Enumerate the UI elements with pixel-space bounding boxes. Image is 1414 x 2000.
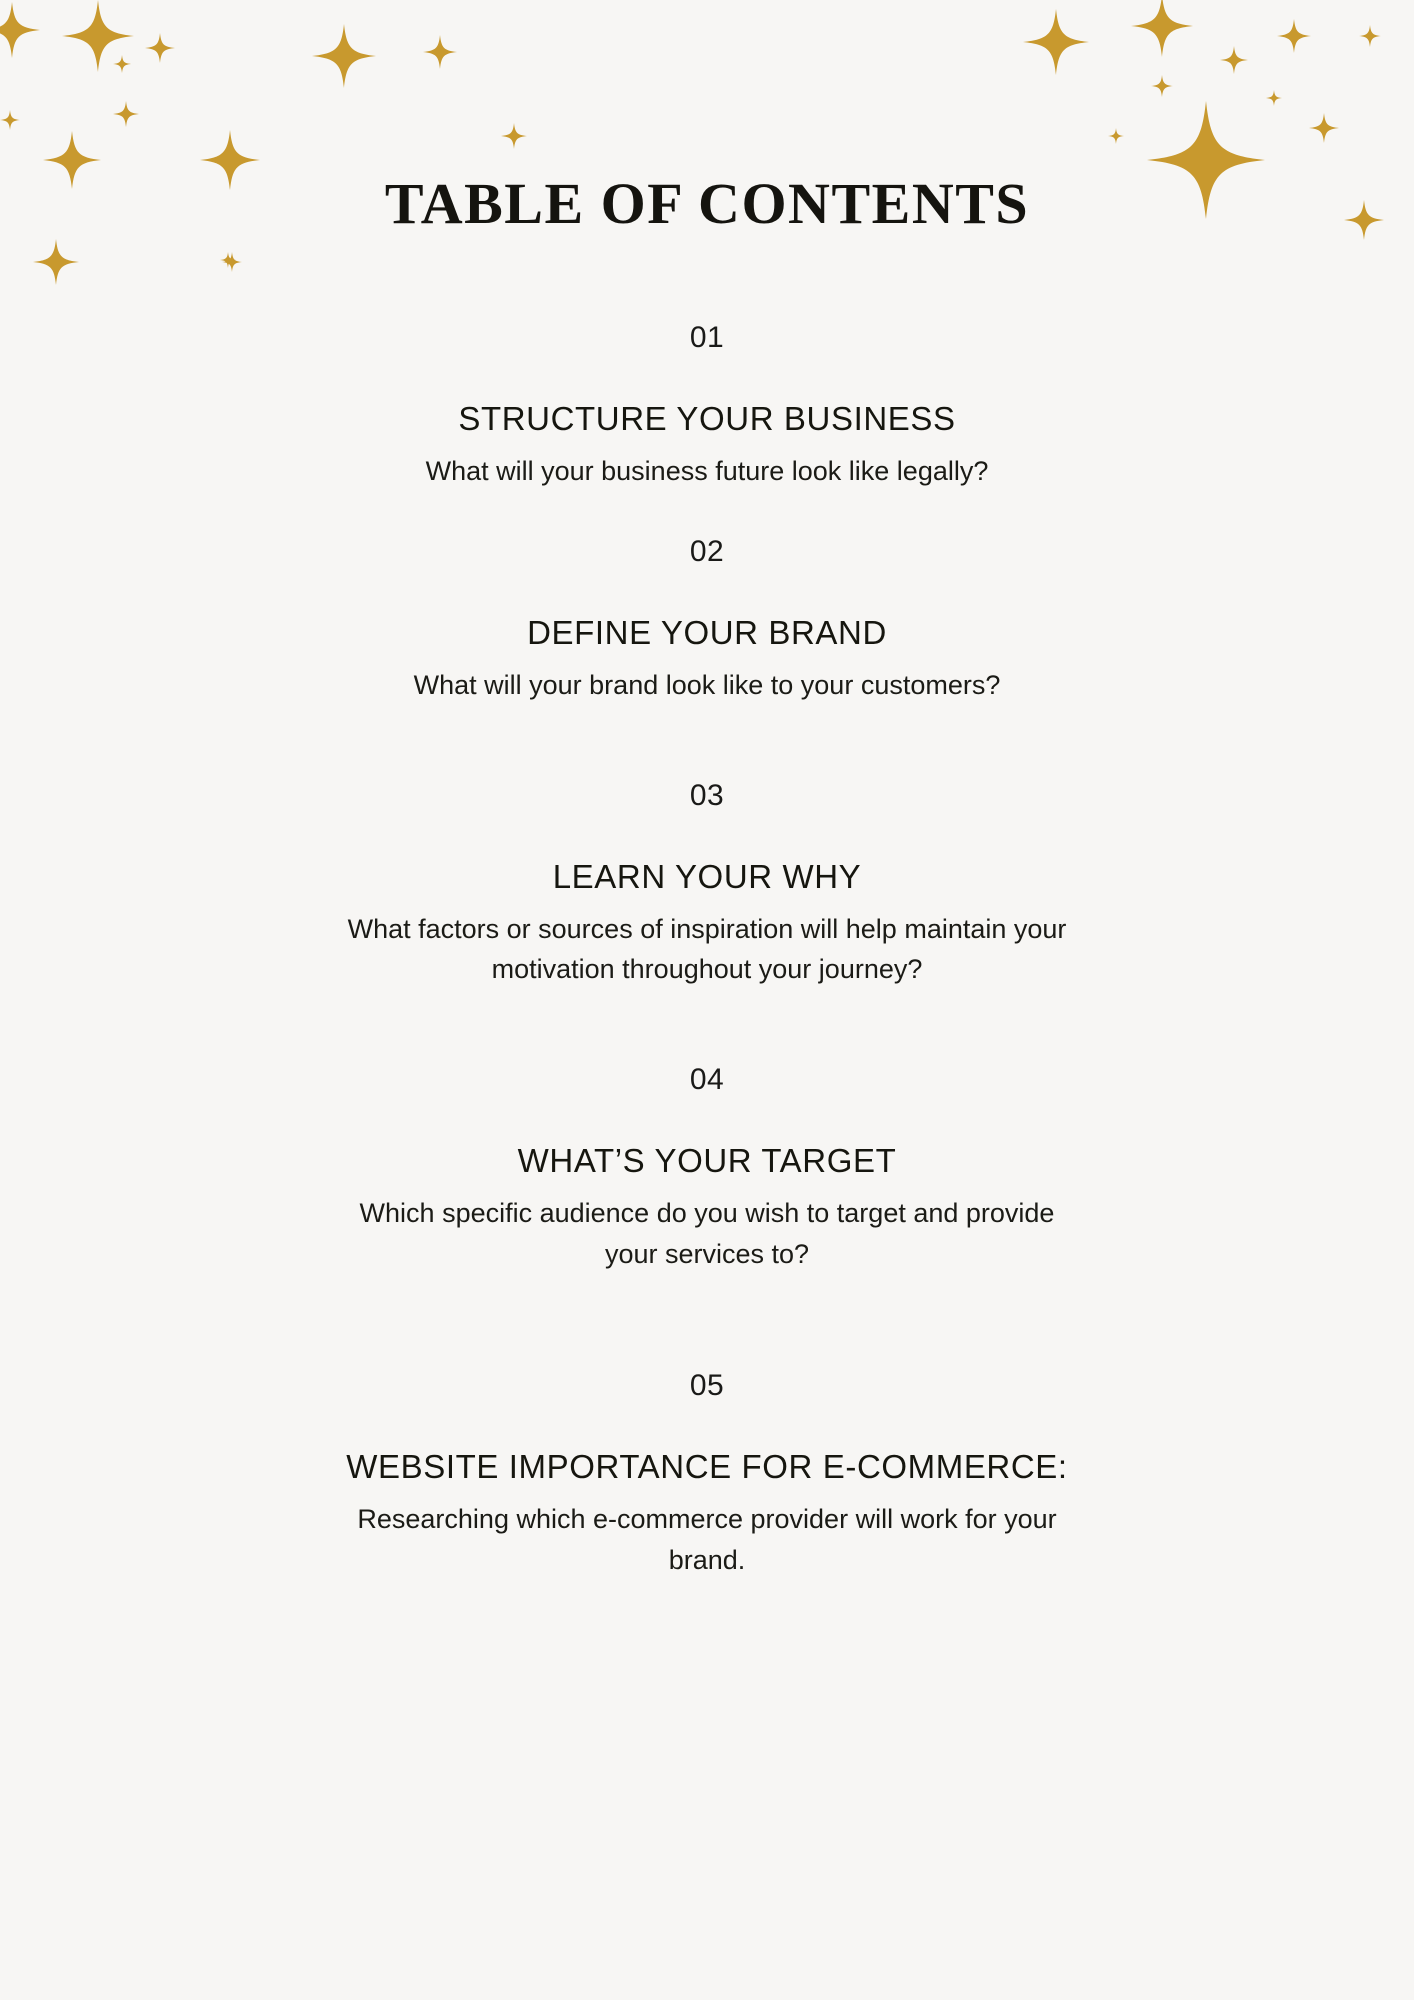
toc-entry — [0, 534, 1414, 706]
star-decoration-left — [0, 0, 1414, 320]
toc-entry-number: 05 — [689, 1369, 725, 1402]
sparkle-icon — [1220, 46, 1248, 74]
sparkle-icon — [33, 239, 79, 285]
toc-entry-title: DEFINE YOUR BRAND — [527, 613, 887, 651]
sparkle-icon — [0, 110, 20, 130]
toc-entry-number: 01 — [689, 321, 725, 354]
toc-entry-description: Researching which e-commerce provider will work for your brand. — [357, 1504, 1057, 1575]
page-title: TABLE OF CONTENTS — [384, 170, 1030, 236]
table-of-contents-list — [0, 320, 1414, 1580]
toc-entry-number: 03 — [689, 778, 725, 812]
sparkle-icon — [501, 123, 527, 149]
sparkle-icon — [1277, 19, 1311, 53]
toc-entry-description: What factors or sources of inspiration will help maintain your motivation throughout your journey? — [347, 913, 1067, 985]
sparkle-icon — [113, 55, 131, 73]
sparkle-icon — [1023, 9, 1089, 75]
sparkle-icon — [1309, 113, 1339, 143]
toc-entry-number: 04 — [689, 1062, 725, 1096]
sparkle-icon — [1266, 90, 1282, 106]
toc-entry-title: WEBSITE IMPORTANCE FOR E-COMMERCE: — [346, 1448, 1068, 1485]
sparkle-icon — [1359, 25, 1381, 47]
star-decoration-right — [994, 0, 1414, 330]
sparkle-icon — [0, 2, 40, 58]
toc-entry-description: What will your business future look like legally? — [425, 456, 989, 487]
sparkle-icon — [145, 33, 175, 63]
toc-entry-number: 02 — [689, 534, 725, 568]
toc-entry — [0, 1062, 1414, 1274]
sparkle-icon — [1131, 0, 1193, 57]
sparkle-icon — [220, 252, 236, 268]
sparkle-icon — [1108, 128, 1124, 144]
toc-entry-title: LEARN YOUR WHY — [552, 857, 862, 895]
sparkle-icon — [1151, 75, 1173, 97]
sparkle-icon — [113, 101, 139, 127]
sparkle-icon — [423, 35, 457, 69]
toc-entry-description: What will your brand look like to your customers? — [413, 670, 1001, 700]
toc-entry — [0, 778, 1414, 990]
toc-entry — [0, 320, 1414, 492]
toc-entry-description: Which specific audience do you wish to target and provide your services to? — [359, 1198, 1055, 1269]
toc-entry — [0, 1368, 1414, 1580]
toc-entry-title: WHAT’S YOUR TARGET — [517, 1141, 897, 1179]
toc-entry-title: STRUCTURE YOUR BUSINESS — [458, 400, 956, 437]
sparkle-icon — [222, 252, 242, 272]
sparkle-icon — [62, 0, 134, 72]
sparkle-icon — [312, 24, 376, 88]
